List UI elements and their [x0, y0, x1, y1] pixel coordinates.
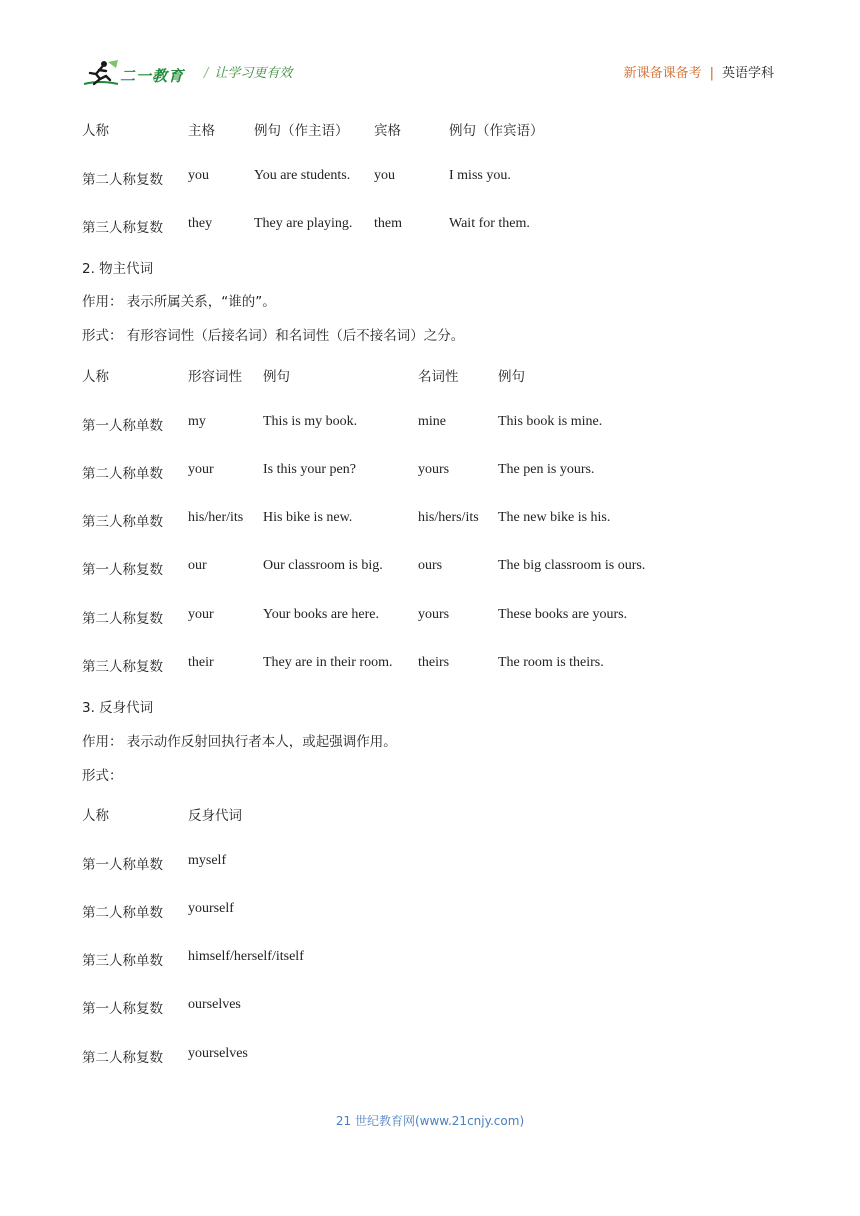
header-course[interactable]: 新课备课备考	[623, 66, 702, 81]
table2-header-adjectival: 形容词性	[188, 369, 242, 385]
section3-form: 形式：	[82, 768, 123, 784]
section2-title: 2. 物主代词	[82, 261, 154, 277]
header-separator: |	[709, 66, 714, 81]
runner-logo-icon	[82, 58, 122, 90]
table3-cell-person: 第二人称复数	[82, 1050, 163, 1066]
table2-header-example2: 例句	[498, 369, 525, 385]
table3-cell-person: 第一人称单数	[82, 857, 163, 873]
table2-cell-adjectival: our	[188, 558, 207, 573]
table1-header-person: 人称	[82, 123, 109, 139]
logo-text: 二一教育	[120, 67, 185, 85]
table2-cell-example1: Your books are here.	[263, 607, 379, 622]
table1-header-nominative: 主格	[188, 123, 215, 139]
table3-header-person: 人称	[82, 808, 109, 824]
table2-cell-example2: The big classroom is ours.	[498, 558, 646, 573]
table2-cell-nominal: ours	[418, 558, 443, 573]
site-logo[interactable]	[82, 58, 186, 90]
table2-cell-example2: The new bike is his.	[498, 510, 611, 525]
table3-header-reflexive: 反身代词	[188, 808, 242, 824]
table2-cell-example1: Our classroom is big.	[263, 558, 383, 573]
table2-cell-example2: The room is theirs.	[498, 655, 604, 670]
table2-cell-example1: They are in their room.	[263, 655, 393, 670]
section2-form: 形式： 有形容词性（后接名词）和名词性（后不接名词）之分。	[82, 328, 465, 344]
table2-header-person: 人称	[82, 369, 109, 385]
section2-function: 作用： 表示所属关系，“谁的”。	[82, 294, 276, 310]
table1-cell-person: 第二人称复数	[82, 172, 163, 188]
table3-cell-reflexive: ourselves	[188, 997, 241, 1012]
table3-cell-reflexive: yourself	[188, 901, 234, 916]
table1-cell-objective: you	[374, 168, 395, 183]
slogan-slash: /	[204, 66, 209, 81]
table2-cell-person: 第三人称复数	[82, 659, 163, 675]
table2-cell-person: 第三人称单数	[82, 514, 163, 530]
table2-cell-person: 第一人称单数	[82, 418, 163, 434]
table1-cell-subject-example: They are playing.	[254, 216, 353, 231]
table2-cell-nominal: mine	[418, 414, 446, 429]
section3-title: 3. 反身代词	[82, 700, 154, 716]
table2-cell-nominal: yours	[418, 462, 450, 477]
table1-cell-subject-example: You are students.	[254, 168, 351, 183]
table1-cell-object-example: I miss you.	[449, 168, 511, 183]
table3-cell-reflexive: myself	[188, 853, 227, 868]
header-slogan	[204, 62, 292, 81]
slogan-text: 让学习更有效	[214, 66, 293, 81]
table2-cell-example1: This is my book.	[263, 414, 358, 429]
header-subject[interactable]: 英语学科	[721, 66, 774, 81]
page-footer[interactable]: 21 世纪教育网(www.21cnjy.com)	[335, 1114, 525, 1128]
table2-cell-person: 第二人称单数	[82, 466, 163, 482]
table2-header-example1: 例句	[263, 369, 290, 385]
table1-cell-objective: them	[374, 216, 402, 231]
table2-cell-example1: His bike is new.	[263, 510, 353, 525]
table2-cell-adjectival: your	[188, 607, 214, 622]
table2-cell-adjectival: my	[188, 414, 206, 429]
table3-cell-person: 第二人称单数	[82, 905, 163, 921]
table2-cell-adjectival: your	[188, 462, 214, 477]
table2-header-nominal: 名词性	[418, 369, 459, 385]
page-header	[82, 56, 774, 92]
table2-cell-nominal: theirs	[418, 655, 450, 670]
table2-cell-adjectival: his/her/its	[188, 510, 244, 525]
table2-cell-adjectival: their	[188, 655, 214, 670]
table2-cell-nominal: yours	[418, 607, 450, 622]
table3-cell-person: 第一人称复数	[82, 1001, 163, 1017]
table2-cell-example2: These books are yours.	[498, 607, 628, 622]
header-right	[624, 62, 774, 81]
table3-cell-reflexive: yourselves	[188, 1046, 248, 1061]
table1-cell-object-example: Wait for them.	[449, 216, 530, 231]
table2-cell-nominal: his/hers/its	[418, 510, 479, 525]
table1-header-objective: 宾格	[374, 123, 401, 139]
table2-cell-example1: Is this your pen?	[263, 462, 356, 477]
table2-cell-person: 第一人称复数	[82, 562, 163, 578]
table3-cell-reflexive: himself/herself/itself	[188, 949, 304, 964]
table1-cell-nominative: you	[188, 168, 209, 183]
table1-header-subject-example: 例句（作主语）	[254, 123, 349, 139]
table3-cell-person: 第三人称单数	[82, 953, 163, 969]
table2-cell-example2: The pen is yours.	[498, 462, 595, 477]
table1-cell-person: 第三人称复数	[82, 220, 163, 236]
table2-cell-example2: This book is mine.	[498, 414, 603, 429]
table1-header-object-example: 例句（作宾语）	[449, 123, 544, 139]
table1-cell-nominative: they	[188, 216, 213, 231]
section3-function: 作用： 表示动作反射回执行者本人，或起强调作用。	[82, 734, 397, 750]
table2-cell-person: 第二人称复数	[82, 611, 163, 627]
